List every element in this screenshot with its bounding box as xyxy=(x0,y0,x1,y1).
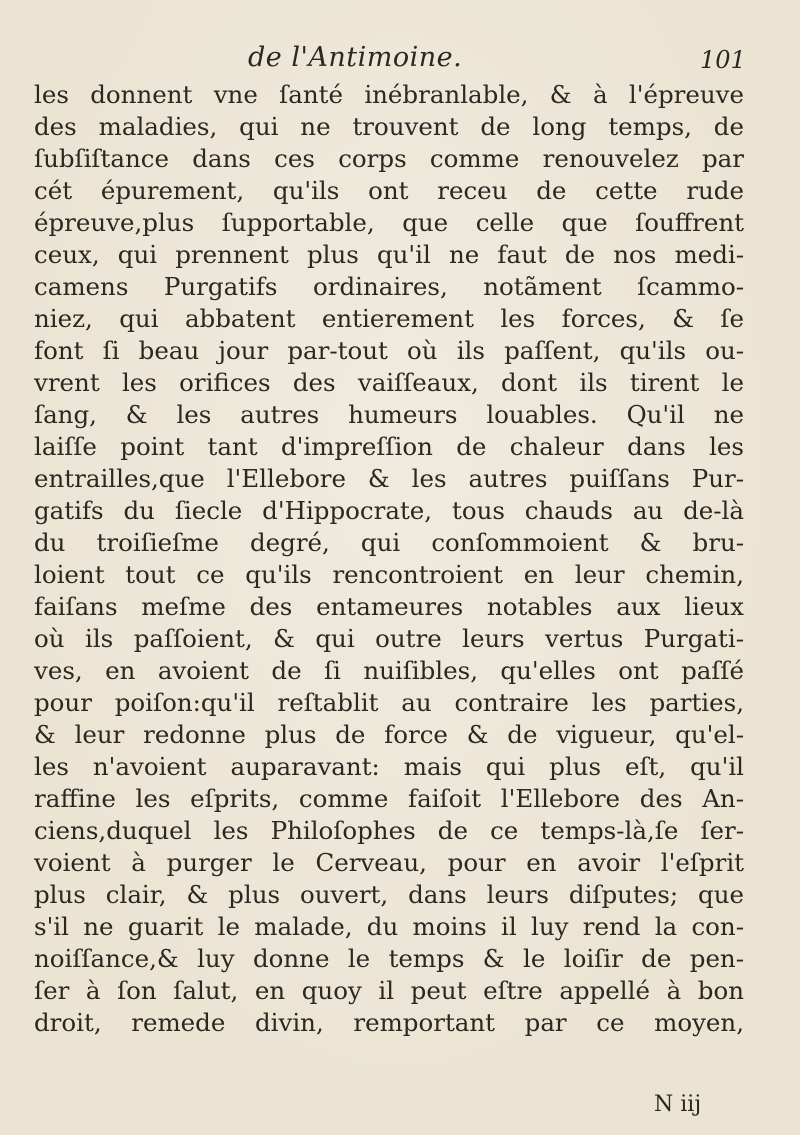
text-line: loient tout ce qu'ils rencontroient en leur chemin, xyxy=(34,560,744,589)
text-line: font ſi beau jour par-tout où ils paſſent, qu'ils ou- xyxy=(34,336,744,365)
signature-mark: N iij xyxy=(654,1092,702,1117)
text-line: ves, en avoient de ſi nuiſibles, qu'elles ont paſſé xyxy=(34,656,744,685)
text-line: ciens,duquel les Philoſophes de ce temps-là,ſe ſer- xyxy=(34,816,744,845)
text-line: cét épurement, qu'ils ont receu de cette rude xyxy=(34,176,744,205)
text-line: & leur redonne plus de force & de vigueur, qu'el- xyxy=(34,720,744,749)
text-line: entrailles,que l'Ellebore & les autres puiſſans Pur- xyxy=(34,464,744,493)
text-line: niez, qui abbatent entierement les forces, & ſe xyxy=(34,304,744,333)
text-line: voient à purger le Cerveau, pour en avoir l'eſprit xyxy=(34,848,744,877)
text-line: faiſans meſme des entameures notables aux lieux xyxy=(34,592,744,621)
text-line: plus clair, & plus ouvert, dans leurs diſputes; que xyxy=(34,880,744,909)
text-line: gatifs du ſiecle d'Hippocrate, tous chauds au de-là xyxy=(34,496,744,525)
text-line: pour poiſon:qu'il reſtablit au contraire les parties, xyxy=(34,688,744,717)
text-line: laiſſe point tant d'impreſſion de chaleur dans les xyxy=(34,432,744,461)
text-line: ſer à ſon ſalut, en quoy il peut eſtre appellé à bon xyxy=(34,976,744,1005)
text-line: noiſſance,& luy donne le temps & le loiſir de pen- xyxy=(34,944,744,973)
text-line: ſang, & les autres humeurs louables. Qu'il ne xyxy=(34,400,744,429)
text-line: droit, remede divin, remportant par ce moyen, xyxy=(34,1008,744,1037)
text-line: ceux, qui prennent plus qu'il ne faut de nos medi- xyxy=(34,240,744,269)
text-line: ſubſiſtance dans ces corps comme renouvelez par xyxy=(34,144,744,173)
text-line: s'il ne guarit le malade, du moins il luy rend la con- xyxy=(34,912,744,941)
text-line: raffine les eſprits, comme faiſoit l'Ellebore des An- xyxy=(34,784,744,813)
text-line: les donnent vne ſanté inébranlable, & à l'épreuve xyxy=(34,80,744,109)
running-head-title: de l'Antimoine. xyxy=(248,42,463,73)
text-line: du troiſieſme degré, qui conſommoient & bru- xyxy=(34,528,744,557)
page-number: 101 xyxy=(700,46,746,74)
text-line: épreuve,plus ſupportable, que celle que ſouffrent xyxy=(34,208,744,237)
text-line: des maladies, qui ne trouvent de long temps, de xyxy=(34,112,744,141)
text-line: où ils paſſoient, & qui outre leurs vertus Purgati- xyxy=(34,624,744,653)
text-line: vrent les orifices des vaiſſeaux, dont ils tirent le xyxy=(34,368,744,397)
text-line: les n'avoient auparavant: mais qui plus eſt, qu'il xyxy=(34,752,744,781)
text-line: camens Purgatifs ordinaires, notãment ſcammo- xyxy=(34,272,744,301)
